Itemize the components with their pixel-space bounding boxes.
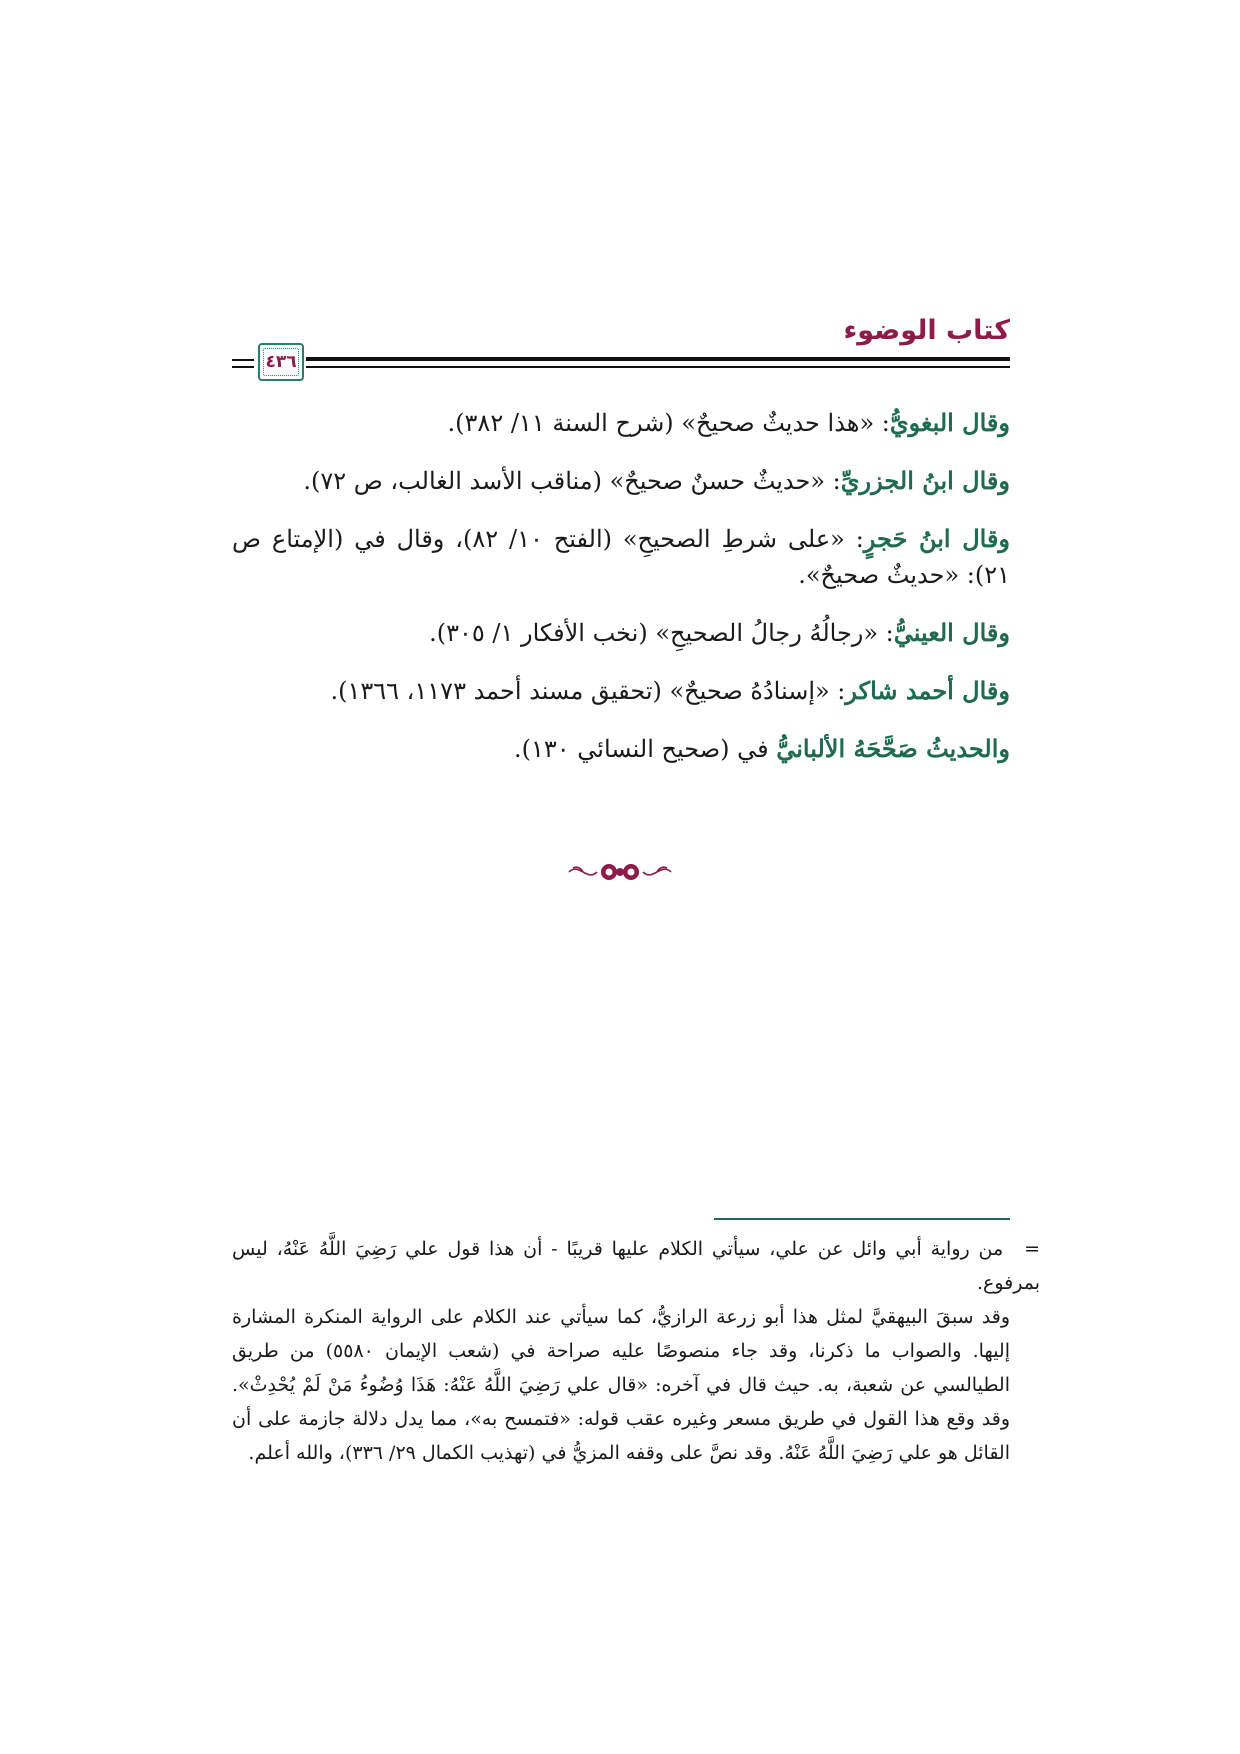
speaker-name: وقال البغويُّ xyxy=(889,408,1010,437)
footnote-separator xyxy=(714,1218,1010,1220)
page-header xyxy=(232,315,1010,395)
header-rule-thick xyxy=(306,357,1010,361)
entry-text: : «هذا حديثٌ صحيحٌ» (شرح السنة ١١/ ٣٨٢). xyxy=(447,409,890,437)
entry-text: في (صحيح النسائي ١٣٠). xyxy=(513,735,777,763)
header-rule-left-top xyxy=(232,359,254,361)
floral-ornament-icon xyxy=(0,857,1240,887)
entry-baghawi xyxy=(232,405,1010,441)
speaker-name: وقال العينيُّ xyxy=(893,618,1010,647)
speaker-name: والحديثُ صَحَّحَهُ الألبانيُّ xyxy=(776,734,1010,763)
header-rule-left-bottom xyxy=(232,366,254,368)
entry-albani xyxy=(232,731,1010,767)
footnote-paragraph xyxy=(232,1232,1040,1300)
entry-ibn-hajar xyxy=(232,521,1010,593)
speaker-name: وقال ابنُ حَجرٍ xyxy=(863,524,1010,553)
floral-ornament-svg xyxy=(565,858,675,886)
entry-ahmad-shakir xyxy=(232,673,1010,709)
main-text xyxy=(232,405,1010,789)
entry-jazari xyxy=(232,463,1010,499)
entry-text: : «إسنادُهُ صحيحٌ» (تحقيق مسند أحمد ١١٧٣، ١٣٦٦). xyxy=(330,677,846,705)
book-title: كتاب الوضوء xyxy=(843,315,1010,346)
speaker-name: وقال أحمد شاكر xyxy=(845,676,1010,705)
footnote-text: من رواية أبي وائل عن علي، سيأتي الكلام عليها قريبًا - أن هذا قول علي رَضِيَ اللَّهُ عَنْهُ، ليس بمرفوع. xyxy=(232,1238,1040,1294)
ornate-frame-icon xyxy=(258,343,304,381)
footnote-paragraph: وقد سبقَ البيهقيَّ لمثل هذا أبو زرعة الرازيُّ، كما سيأتي عند الكلام على الرواية المنكرة المشارة إليها. والصواب ما ذكرنا، وقد جاء منصوصًا عليه صراحة في (شعب الإيمان ٥٥٨٠) من طريق الطيالسي عن شعبة، به. حيث قال في آخره: «قال علي رَضِيَ اللَّهُ عَنْهُ: هَذَا وُضُوءُ مَنْ لَمْ يُحْدِثْ». وقد وقع هذا القول في طريق مسعر وغيره عقب قوله: «فتمسح به»، مما يدل دلالة جازمة على أن القائل هو علي رَضِيَ اللَّهُ عَنْهُ. وقد نصَّ على وقفه المزيُّ في (تهذيب الكمال ٢٩/ ٣٣٦)، والله أعلم. xyxy=(232,1306,1010,1464)
header-rule-thin xyxy=(306,366,1010,368)
speaker-name: وقال ابنُ الجزريِّ xyxy=(840,466,1010,495)
entry-text: : «على شرطِ الصحيحِ» (الفتح ١٠/ ٨٢)، وقال في (الإمتاع ص ٢١): «حديثٌ صحيحٌ». xyxy=(232,525,1010,589)
footnotes xyxy=(232,1232,1040,1470)
continuation-mark: = xyxy=(1024,1238,1040,1260)
entry-text: : «رجالُهُ رجالُ الصحيحِ» (نخب الأفكار ١/ ٣٠٥). xyxy=(429,619,894,647)
entry-aini xyxy=(232,615,1010,651)
page-number: ٤٣٦ xyxy=(263,348,299,376)
entry-text: : «حديثٌ حسنٌ صحيحٌ» (مناقب الأسد الغالب، ص ٧٢). xyxy=(303,467,841,495)
